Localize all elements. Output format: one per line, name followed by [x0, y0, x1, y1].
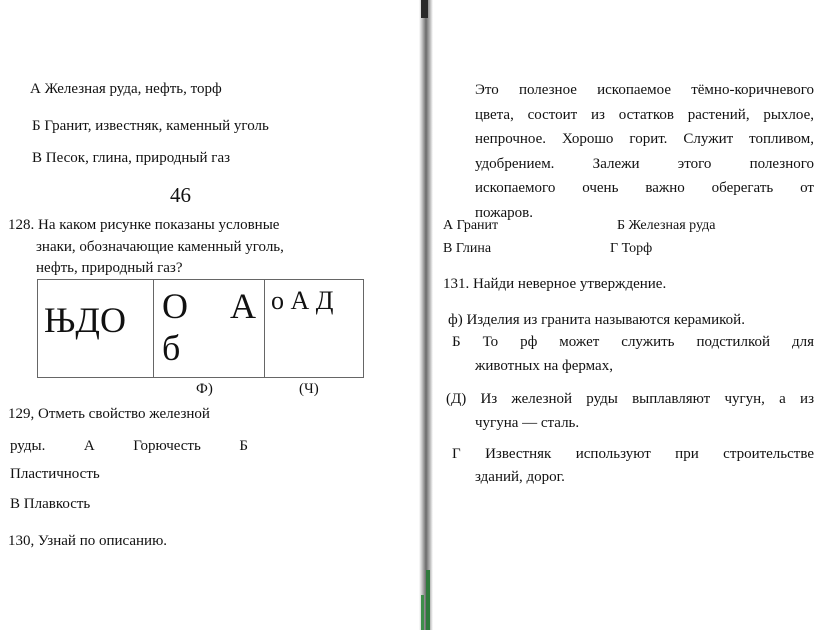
q129-line2-d: Б [239, 438, 248, 454]
q131-option-g-line2: зданий, дорог. [475, 469, 565, 485]
spine-edge [426, 570, 430, 630]
spine-edge-2 [421, 595, 424, 630]
ore-description [475, 78, 814, 225]
q131-option-b-line1: Б То рф может служить подстилкой для [452, 334, 814, 350]
signs-cell-2-a: А [230, 286, 256, 326]
q130-option-d: Г Торф [610, 241, 653, 256]
signs-cell-2-b: б [162, 328, 181, 368]
q128-label-ch: (Ч) [299, 381, 319, 397]
q131-option-b-line2: животных на фермах, [475, 358, 613, 374]
signs-cell-3 [265, 280, 364, 378]
description-line6: пожаров. [475, 204, 534, 221]
q131-title: 131. Найди неверное утверждение. [443, 276, 667, 292]
q129-line2-c: Горючесть [133, 438, 201, 454]
q128-line1: 128. На каком рисунке показаны условные [8, 217, 280, 233]
spine-shadow [421, 0, 428, 18]
map-signs-table [37, 279, 364, 378]
q130-option-a: А Гранит [443, 218, 499, 233]
q129-line2-a: руды. [10, 438, 46, 454]
description-line5: ископаемого очень важно оберегать от [475, 180, 814, 196]
q129-line1: 129, Отметь свойство железной [8, 406, 210, 422]
signs-cell-1 [38, 280, 154, 378]
q127-option-c: В Песок, глина, природный газ [32, 150, 231, 166]
book-spine [419, 0, 433, 630]
q129-line2 [10, 437, 248, 456]
q131-option-d-line1: (Д) Из железной руды выплавляют чугун, а из [446, 391, 814, 407]
signs-cell-2 [154, 280, 265, 378]
q131-option-d-line2: чугуна — сталь. [475, 415, 580, 431]
q128-label-f: Ф) [196, 381, 213, 397]
q127-option-a: А Железная руда, нефть, торф [30, 81, 222, 97]
signs-cell-3-text: о А Д [271, 286, 334, 315]
q128-line3: нефть, природный газ? [36, 260, 183, 276]
q131-option-f: ф) Изделия из гранита называются керамикой. [448, 312, 745, 328]
q129-line4: В Плавкость [10, 496, 91, 512]
q130-title: 130, Узнай по описанию. [8, 533, 168, 549]
page-number: 46 [170, 183, 191, 207]
description-line4: удобрением. Залежи этого полезного [475, 155, 814, 172]
signs-cell-2-o: О [162, 286, 188, 326]
description-line3: непрочное. Хорошо горит. Служит топливом, [475, 131, 814, 147]
q130-option-b: Б Железная руда [617, 218, 716, 233]
q130-option-c: В Глина [443, 241, 492, 256]
q129-line2-b: А [83, 438, 95, 454]
description-line1: Это полезное ископаемое тёмно-коричневого [475, 82, 814, 98]
q129-line3: Пластичность [10, 466, 100, 482]
q128-line2: знаки, обозначающие каменный уголь, [36, 239, 284, 255]
signs-cell-1-text: ЊДО [44, 300, 126, 340]
description-line2: цвета, состоит из остатков растений, рыхлое, [475, 106, 814, 123]
q131-option-g-line1: Г Известняк используют при строительстве [452, 446, 814, 462]
q127-option-b: Б Гранит, известняк, каменный уголь [32, 118, 269, 134]
